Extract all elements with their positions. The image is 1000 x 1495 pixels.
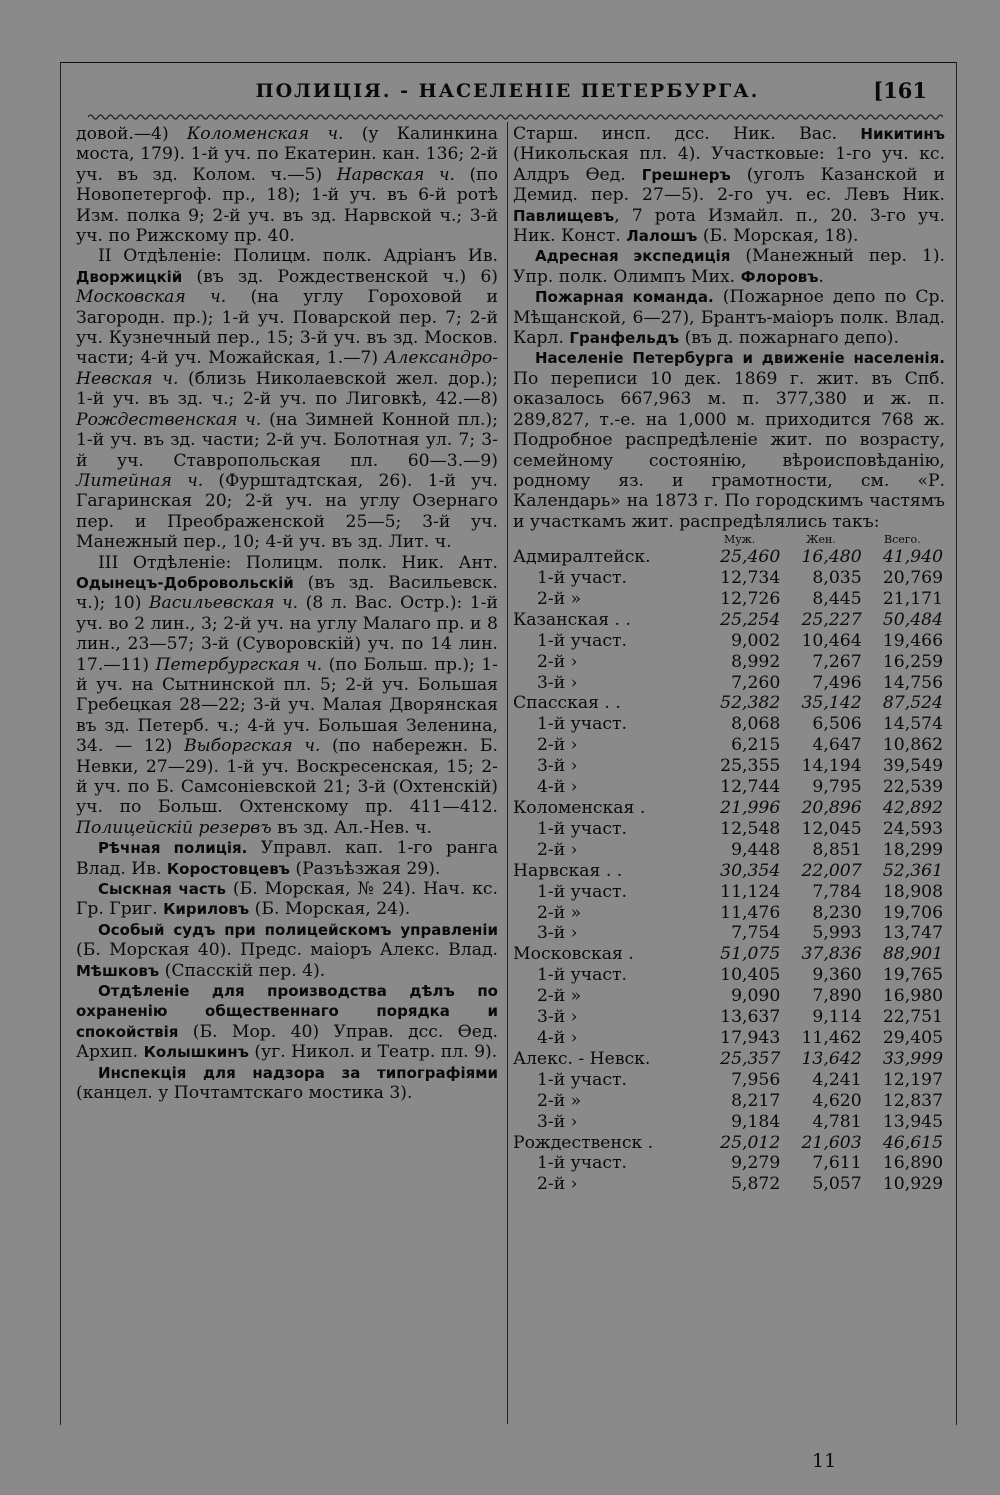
cell-male: 9,002 (731, 630, 781, 651)
cell-total: 50,484 (882, 609, 943, 630)
cell-male: 8,068 (731, 714, 781, 735)
table-row (513, 944, 943, 965)
cell-name: Казанская . . (513, 609, 631, 630)
cell-male: 10,405 (720, 965, 781, 986)
header-total: Всего. (884, 533, 921, 547)
cell-male: 11,476 (720, 902, 781, 923)
table-row (513, 589, 943, 610)
table-row (513, 986, 943, 1007)
cell-male: 12,726 (720, 588, 781, 609)
cell-total: 39,549 (882, 756, 943, 777)
table-row (513, 840, 943, 861)
cell-male: 5,872 (731, 1174, 781, 1195)
cell-female: 13,642 (801, 1048, 862, 1069)
header-female: Жен. (806, 533, 836, 547)
cell-male: 9,184 (731, 1111, 781, 1132)
cell-total: 16,890 (882, 1153, 943, 1174)
table-row (513, 1112, 943, 1133)
table-row (513, 1070, 943, 1091)
right-column-text (513, 124, 945, 532)
cell-name: 2-й › (537, 735, 578, 756)
cell-male: 17,943 (720, 1027, 781, 1048)
table-row (513, 882, 943, 903)
population-table (513, 533, 943, 1195)
table-row (513, 756, 943, 777)
cell-female: 7,496 (812, 672, 862, 693)
page-title: ПОЛИЦІЯ. - НАСЕЛЕНІЕ ПЕТЕРБУРГА. (255, 80, 760, 102)
table-row (513, 1133, 943, 1154)
cell-male: 25,355 (720, 756, 781, 777)
cell-name: 3-й › (537, 756, 578, 777)
table-row (513, 735, 943, 756)
cell-total: 10,862 (882, 735, 943, 756)
cell-male: 9,448 (731, 839, 781, 860)
cell-total: 29,405 (882, 1027, 943, 1048)
population-table-header (513, 533, 943, 547)
table-row (513, 714, 943, 735)
cell-name: 3-й › (537, 672, 578, 693)
cell-female: 9,360 (812, 965, 862, 986)
cell-male: 52,382 (720, 693, 781, 714)
left-column-paragraph: Инспекція для надзора за типографіями (канцел. у Почтамтскаго мостика 3). (76, 1063, 498, 1104)
signature-mark: 11 (812, 1450, 837, 1472)
cell-total: 88,901 (882, 944, 943, 965)
right-column (513, 124, 945, 1195)
cell-male: 6,215 (731, 735, 781, 756)
cell-total: 16,259 (882, 651, 943, 672)
cell-female: 9,114 (812, 1007, 862, 1028)
cell-female: 20,896 (801, 798, 862, 818)
cell-name: 1-й участ. (537, 630, 627, 651)
table-row (513, 965, 943, 986)
cell-total: 20,769 (882, 568, 943, 589)
table-row (513, 923, 943, 944)
table-row (513, 1091, 943, 1112)
cell-total: 14,574 (882, 714, 943, 735)
wavy-rule (88, 112, 943, 122)
cell-total: 52,361 (882, 860, 943, 881)
cell-total: 21,171 (882, 588, 943, 609)
cell-male: 7,956 (731, 1069, 781, 1090)
cell-name: 2-й » (537, 986, 582, 1007)
cell-female: 4,647 (812, 735, 862, 756)
cell-female: 8,035 (812, 568, 862, 589)
cell-female: 5,057 (812, 1174, 862, 1195)
cell-name: Московская . (513, 944, 634, 965)
cell-female: 22,007 (801, 860, 862, 881)
cell-name: 3-й › (537, 1111, 578, 1132)
cell-female: 8,445 (812, 588, 862, 609)
cell-name: Адмиралтейск. (513, 547, 651, 568)
cell-name: 4-й › (537, 1027, 578, 1048)
cell-total: 10,929 (882, 1174, 943, 1195)
cell-total: 19,765 (882, 965, 943, 986)
cell-male: 51,075 (720, 944, 781, 965)
table-row (513, 903, 943, 924)
cell-name: 3-й › (537, 1007, 578, 1028)
cell-male: 11,124 (720, 881, 781, 902)
cell-name: Коломенская . (513, 798, 646, 818)
table-row (513, 610, 943, 631)
cell-female: 10,464 (801, 630, 862, 651)
cell-female: 7,784 (812, 881, 862, 902)
cell-name: Спасская . . (513, 693, 621, 714)
cell-male: 25,460 (720, 547, 781, 568)
left-column-paragraph: II Отдѣленіе: Полицм. полк. Адріанъ Ив. Дворжицкій (въ зд. Рождественской ч.) 6) Московская ч. (на углу Гороховой и Загородн. пр.); 1-й уч. Поварской пер. 7; 2-й уч. Кузнечный пер., 15; 3-й уч. въ зд. Москов. части; 4-й уч. Можайская, 1.—7) Александро-Невская ч. (близь Николаевской жел. дор.); 1-й уч. въ зд. ч.; 2-й уч. по Лиговкѣ, 42.—8) Рождественская ч. (на Зимней Конной пл.); 1-й уч. въ зд. части; 2-й уч. Болотная ул. 7; 3-й уч. Ставропольская пл. 60—3.—9) Литейная ч. (Фурштадтская, 26). 1-й уч. Гагаринская 20; 2-й уч. на углу Озернаго пер. и Преображенской 25—5; 3-й уч. Манежный пер., 10; 4-й уч. въ зд. Лит. ч. (76, 246, 498, 553)
cell-name: 2-й › (537, 651, 578, 672)
table-row (513, 819, 943, 840)
cell-total: 46,615 (882, 1132, 943, 1153)
running-header (60, 72, 955, 112)
cell-female: 11,462 (801, 1027, 862, 1048)
table-row (513, 861, 943, 882)
cell-female: 35,142 (801, 693, 862, 714)
cell-name: Рождественск . (513, 1132, 654, 1153)
cell-female: 8,851 (812, 839, 862, 860)
table-row (513, 693, 943, 714)
cell-female: 7,267 (812, 651, 862, 672)
cell-total: 19,466 (882, 630, 943, 651)
cell-male: 9,279 (731, 1153, 781, 1174)
cell-male: 25,357 (720, 1048, 781, 1069)
cell-name: 2-й » (537, 902, 582, 923)
cell-name: 1-й участ. (537, 818, 627, 839)
column-divider (507, 122, 508, 1424)
cell-male: 25,012 (720, 1132, 781, 1153)
cell-name: 2-й » (537, 1090, 582, 1111)
cell-male: 8,992 (731, 651, 781, 672)
cell-female: 8,230 (812, 902, 862, 923)
cell-name: 3-й › (537, 923, 578, 944)
cell-total: 13,747 (882, 923, 943, 944)
cell-female: 21,603 (801, 1132, 862, 1153)
right-column-paragraph: Населеніе Петербурга и движеніе населенія. По переписи 10 дек. 1869 г. жит. въ Спб. оказалось 667,963 м. п. 377,380 и ж. п. 289,827, т.-е. на 1,000 м. приходится 768 ж. Подробное распредѣленіе жит. по возрасту, семейному состоянію, вѣроисповѣданію, родному яз. и грамотности, см. «Р. Календарь» на 1873 г. По городскимъ частямъ и участкамъ жит. распредѣлялись такъ: (513, 349, 945, 532)
table-row (513, 798, 943, 819)
cell-total: 14,756 (882, 672, 943, 693)
table-row (513, 1153, 943, 1174)
right-column-paragraph: Старш. инсп. дсс. Ник. Вас. Никитинъ (Никольская пл. 4). Участковые: 1-го уч. кс. Алдръ Ѳед. Грешнеръ (уголъ Казанской и Демид. пер. 27—5). 2-го уч. ес. Левъ Ник. Павлищевъ, 7 рота Измайл. п., 20. 3-го уч. Ник. Конст. Лалошъ (Б. Морская, 18). (513, 124, 945, 247)
cell-male: 7,754 (731, 923, 781, 944)
table-row (513, 1028, 943, 1049)
table-row (513, 673, 943, 694)
cell-male: 12,548 (720, 818, 781, 839)
cell-total: 18,299 (882, 839, 943, 860)
cell-male: 13,637 (720, 1007, 781, 1028)
left-column-paragraph: Рѣчная полиція. Управл. кап. 1-го ранга Влад. Ив. Коростовцевъ (Разъѣзжая 29). (76, 838, 498, 879)
left-column-paragraph: III Отдѣленіе: Полицм. полк. Ник. Ант. Одынецъ-Добровольскій (въ зд. Васильевск. ч.); 10) Васильевская ч. (8 л. Вас. Остр.): 1-й уч. во 2 лин., 3; 2-й уч. на углу Малаго пр. и 8 лин., 23—57; 3-й (Суворовскій) уч. по 14 лин. 17.—11) Петербургская ч. (по Больш. пр.); 1-й уч. на Сытнинской пл. 5; 2-й уч. Большая Гребецкая 28—22; 3-й уч. Малая Дворянская въ зд. Петерб. ч.; 4-й уч. Большая Зеленина, 34. — 12) Выборгская ч. (по набережн. Б. Невки, 27—29). 1-й уч. Воскресенская, 15; 2-й уч. по Б. Самсоніевской 21; 3-й (Охтенскій) уч. по Больш. Охтенскому пр. 411—412. Полицейскій резервъ въ зд. Ал.-Нев. ч. (76, 552, 499, 838)
cell-female: 25,227 (801, 609, 862, 630)
header-male: Муж. (723, 533, 756, 547)
cell-name: 2-й › (537, 1174, 578, 1195)
right-column-paragraph: Адресная экспедиція (Манежный пер. 1). Упр. полк. Олимпъ Мих. Флоровъ. (513, 246, 945, 287)
cell-total: 13,945 (882, 1111, 943, 1132)
table-row (513, 547, 943, 568)
cell-female: 37,836 (801, 944, 862, 965)
cell-total: 18,908 (882, 881, 943, 902)
left-column-paragraph: Особый судъ при полицейскомъ управленіи (Б. Морская 40). Предс. маіоръ Алекс. Влад. Мѣшковъ (Спасскій пер. 4). (76, 920, 498, 981)
cell-total: 87,524 (882, 693, 943, 714)
table-row (513, 652, 943, 673)
cell-total: 16,980 (882, 986, 943, 1007)
cell-name: 1-й участ. (537, 1069, 627, 1090)
cell-male: 12,744 (720, 777, 781, 798)
table-row (513, 1049, 943, 1070)
cell-female: 6,506 (812, 714, 862, 735)
cell-total: 22,751 (882, 1007, 943, 1028)
cell-name: 1-й участ. (537, 881, 627, 902)
table-row (513, 777, 943, 798)
cell-name: 1-й участ. (537, 1153, 627, 1174)
table-row (513, 1007, 943, 1028)
cell-name: Нарвская . . (513, 860, 623, 881)
cell-female: 7,611 (812, 1153, 862, 1174)
left-column-paragraph: Сыскная часть (Б. Морская, № 24). Нач. кс. Гр. Григ. Кириловъ (Б. Морская, 24). (76, 879, 498, 920)
table-row (513, 631, 943, 652)
cell-name: 1-й участ. (537, 965, 627, 986)
cell-name: Алекс. - Невск. (513, 1048, 651, 1069)
cell-total: 33,999 (882, 1048, 943, 1069)
cell-name: 1-й участ. (537, 568, 627, 589)
cell-total: 19,706 (882, 902, 943, 923)
cell-total: 12,197 (882, 1069, 943, 1090)
cell-female: 4,241 (812, 1069, 862, 1090)
cell-male: 21,996 (720, 798, 781, 818)
right-column-paragraph: Пожарная команда. (Пожарное депо по Ср. Мѣщанской, 6—27), Брантъ-маіоръ полк. Влад. Карл. Гранфельдъ (въ д. пожарнаго депо). (513, 287, 945, 349)
cell-total: 12,837 (882, 1090, 943, 1111)
cell-male: 25,254 (720, 609, 781, 630)
cell-male: 30,354 (720, 860, 781, 881)
cell-total: 22,539 (882, 777, 943, 798)
cell-male: 9,090 (731, 986, 781, 1007)
cell-name: 4-й › (537, 777, 578, 798)
table-row (513, 568, 943, 589)
cell-male: 12,734 (720, 568, 781, 589)
cell-female: 14,194 (801, 756, 862, 777)
cell-female: 7,890 (812, 986, 862, 1007)
cell-total: 24,593 (882, 818, 943, 839)
cell-female: 5,993 (812, 923, 862, 944)
left-column-paragraph: довой.—4) Коломенская ч. (у Калинкина моста, 179). 1-й уч. по Екатерин. кан. 136; 2-й уч. въ зд. Колом. ч.—5) Нарвская ч. (по Новопетергоф. пр., 18); 1-й уч. въ 6-й ротѣ Изм. полка 9; 2-й уч. въ зд. Нарвской ч.; 3-й уч. по Рижскому пр. 40. (76, 124, 498, 247)
left-column (76, 124, 498, 1104)
cell-female: 4,620 (812, 1090, 862, 1111)
cell-male: 7,260 (731, 672, 781, 693)
cell-male: 8,217 (731, 1090, 781, 1111)
cell-name: 1-й участ. (537, 714, 627, 735)
cell-total: 41,940 (882, 547, 943, 568)
cell-name: 2-й › (537, 839, 578, 860)
cell-female: 4,781 (812, 1111, 862, 1132)
cell-female: 16,480 (801, 547, 862, 568)
page-number: [161 (873, 78, 927, 103)
cell-total: 42,892 (882, 798, 943, 818)
table-row (513, 1174, 943, 1195)
cell-name: 2-й » (537, 588, 582, 609)
cell-female: 9,795 (812, 777, 862, 798)
cell-female: 12,045 (801, 818, 862, 839)
left-column-paragraph: Отдѣленіе для производства дѣлъ по охраненію общественнаго порядка и спокойствія (Б. Мор. 40) Управ. дсс. Ѳед. Архип. Колышкинъ (уг. Никол. и Театр. пл. 9). (76, 982, 498, 1063)
